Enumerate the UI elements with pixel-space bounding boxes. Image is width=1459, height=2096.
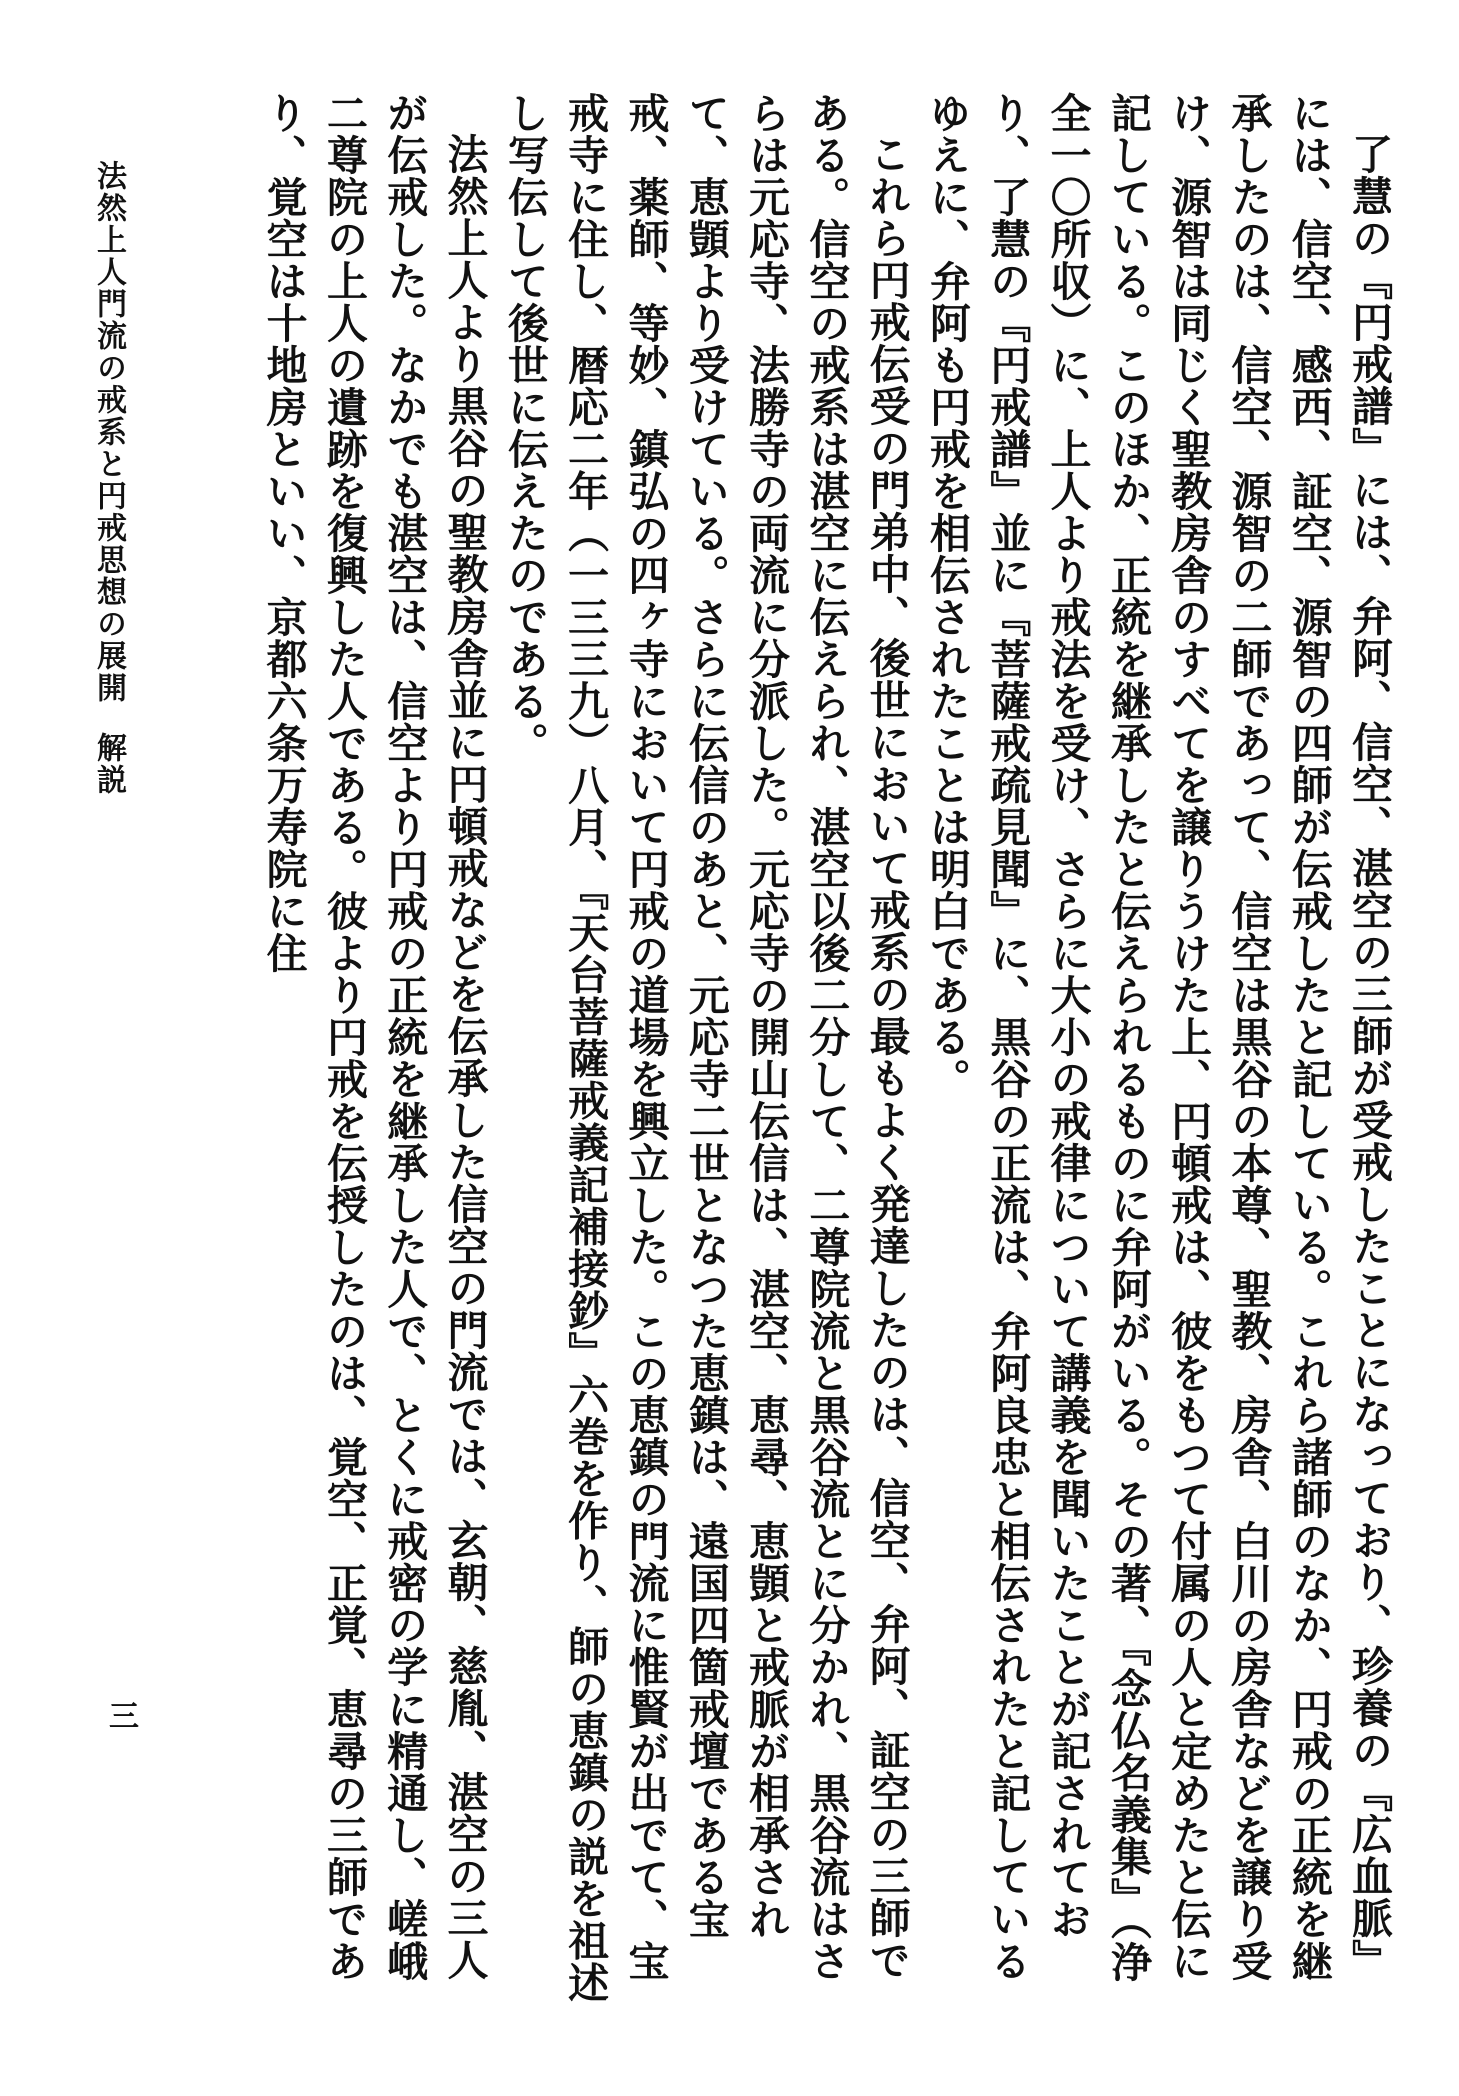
paragraph: これら円戒伝受の門弟中、後世において戒系の最もよく発達したのは、信空、弁阿、証空の三師である。信空の戒系は湛空に伝えられ、湛空以後二分して、二尊院流と黒谷流とに分かれ、黒谷流はさらは元応寺、法勝寺の両流に分派した。元応寺の開山伝信は、湛空、恵尋、恵顗と戒脈が相承されて、恵顗より受けている。さらに伝信のあと、元応寺二世となつた恵鎮は、遠国四箇戒壇である宝戒、薬師、等妙、鎮弘の四ヶ寺において円戒の道場を興立した。この恵鎮の門流に惟賢が出でて、宝戒寺に住し、暦応二年（一三三九）八月、『天台菩薩戒義記補接鈔』六巻を作り、師の恵鎮の説を祖述し写伝して後世に伝えたのである。 xyxy=(500,92,911,2004)
page-number: 三 xyxy=(103,1700,138,1730)
paragraph: 法然上人より黒谷の聖教房舎並に円頓戒などを伝承した信空の門流では、玄朝、慈胤、湛空の三人が伝戒した。なかでも湛空は、信空より円戒の正統を継承した人で、とくに戒密の学に精通し、嵯峨二尊院の上人の遺跡を復興した人である。彼より円戒を伝授したのは、覚空、正覚、恵尋の三師であり、覚空は十地房といい、京都六条万寿院に住 xyxy=(259,92,489,1982)
running-head-title: 法然上人門流の戒系と円戒思想の展開 xyxy=(91,160,126,704)
body-text xyxy=(131,92,1399,2012)
running-head-section: 解説 xyxy=(91,732,126,796)
running-head xyxy=(86,160,130,796)
paragraph: 了慧の『円戒譜』には、弁阿、信空、湛空の三師が受戒したことになっており、珍養の『広血脈』には、信空、感西、証空、源智の四師が伝戒したと記している。これら諸師のなか、円戒の正統を継承したのは、信空、源智の二師であって、信空は黒谷の本尊、聖教、房舎、白川の房舎などを譲り受け、源智は同じく聖教房舎のすべてを譲りうけた上、円頓戒は、彼をもつて付属の人と定めたと伝に記している。このほか、正統を継承したと伝えられるものに弁阿がいる。その著、『念仏名義集』（浄全一〇所収）に、上人より戒法を受け、さらに大小の戒律について講義を聞いたことが記されており、了慧の『円戒譜』並に『菩薩戒疏見聞』に、黒谷の正流は、弁阿良忠と相伝されたと記しているゆえに、弁阿も円戒を相伝されたことは明白である。 xyxy=(922,92,1393,1983)
